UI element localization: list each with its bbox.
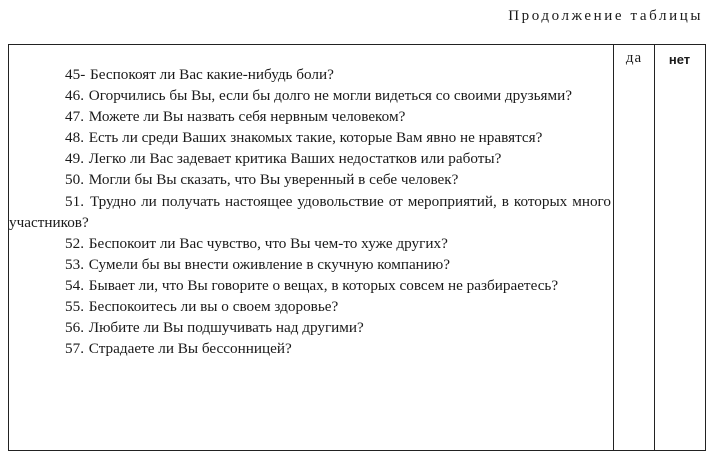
question-number: 56. [65, 319, 84, 337]
question-47 [9, 106, 613, 127]
question-54 [9, 275, 613, 296]
questions-column [9, 64, 613, 359]
questionnaire-table [8, 44, 706, 451]
question-text: Огорчились бы Вы, если бы долго не могли видеться со своими друзьями? [88, 87, 573, 105]
question-51 [9, 191, 613, 233]
question-number: 47. [65, 108, 84, 126]
question-56 [9, 317, 613, 338]
question-50 [9, 169, 613, 190]
question-57 [9, 338, 613, 359]
question-52 [9, 233, 613, 254]
column-header-no: нет [668, 52, 691, 67]
question-49 [9, 148, 613, 169]
question-text: Любите ли Вы подшучивать над другими? [88, 319, 364, 337]
question-46 [9, 85, 613, 106]
question-text: Бывает ли, что Вы говорите о вещах, в которых совсем не разбираетесь? [88, 276, 559, 294]
question-53 [9, 254, 613, 275]
table-caption: Продолжение таблицы [508, 8, 703, 24]
answer-column-no[interactable] [654, 45, 705, 450]
question-number: 48. [65, 129, 84, 147]
answer-column-yes[interactable] [613, 45, 655, 450]
question-text: Есть ли среди Ваших знакомых такие, которые Вам явно не нравятся? [88, 129, 543, 147]
question-text: Можете ли Вы назвать себя нервным человеком? [88, 108, 406, 126]
question-text: Легко ли Вас задевает критика Ваших недостатков или работы? [88, 150, 502, 168]
question-55 [9, 296, 613, 317]
question-number: 52. [65, 234, 84, 252]
question-text: Беспокоят ли Вас какие-нибудь боли? [90, 66, 334, 83]
question-text: Могли бы Вы сказать, что Вы уверенный в себе человек? [88, 171, 459, 189]
column-header-yes: да [625, 50, 643, 66]
question-number: 45- [65, 66, 86, 83]
question-text: Беспокоитесь ли вы о своем здоровье? [88, 298, 339, 316]
question-48 [9, 127, 613, 148]
question-number: 57. [65, 340, 84, 358]
question-number: 54. [65, 276, 84, 294]
question-number: 49. [65, 150, 84, 168]
question-number: 50. [65, 171, 84, 189]
question-text: Страдаете ли Вы бессонницей? [88, 340, 292, 358]
question-text: Беспокоит ли Вас чувство, что Вы чем-то хуже других? [88, 234, 448, 252]
question-number: 51. [65, 192, 84, 210]
question-number: 46. [65, 87, 84, 105]
question-text: Трудно ли получать настоящее удовольствие от мероприятий, в которых много участников? [9, 192, 612, 231]
question-number: 53. [65, 255, 84, 273]
question-number: 55. [65, 298, 84, 316]
question-45 [9, 64, 613, 85]
question-text: Сумели бы вы внести оживление в скучную компанию? [88, 255, 451, 273]
